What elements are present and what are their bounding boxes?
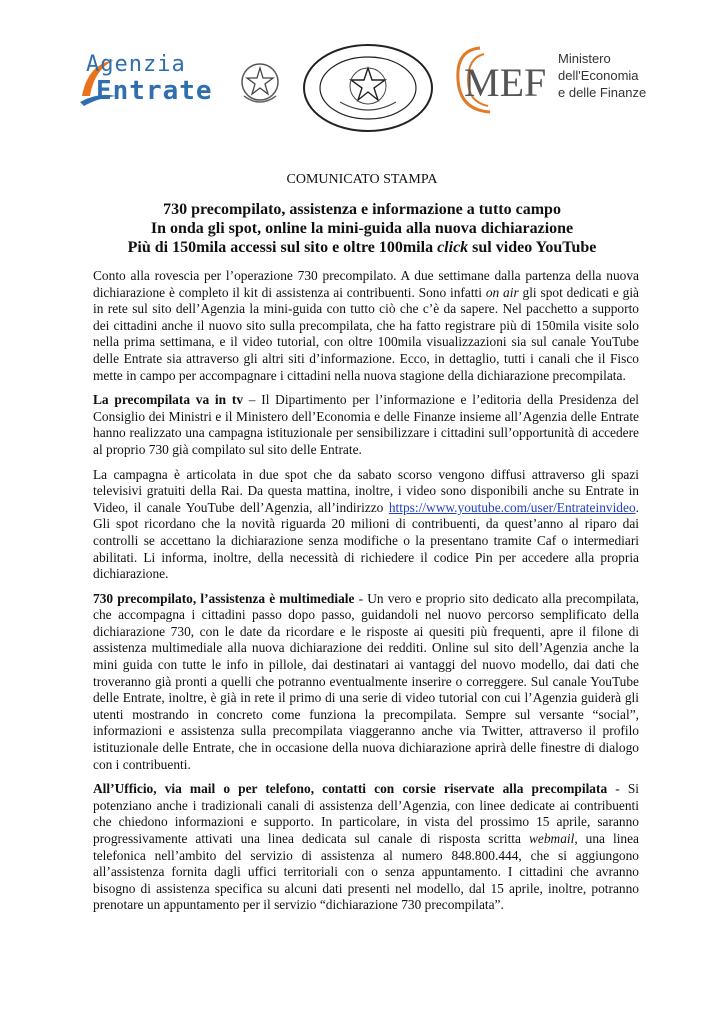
ministry-line: dell'Economia [558, 68, 639, 83]
agenzia-entrate-logo [78, 52, 248, 112]
logo-bar [0, 0, 724, 125]
youtube-link[interactable]: https://www.youtube.com/user/Entrateinvideo [388, 499, 636, 515]
headline-italic: click [437, 239, 469, 256]
text-run: gli spot dedicati e già in rete sul sito dell’Agenzia la mini-guida con tutto ciò che c’è da sapere. Nel pacchetto a supporto dei cittadini anche il nuovo sito sulla precompilata, che ha fatto registrare più di 150mila visite solo nella prima settimana, e il video tutorial, con oltre 100mila visualizzazioni sia sul canale YouTube delle Entrate sia attraverso gli altri siti d’informazione. Ecco, in dettaglio, tutti i canali che il Fisco mette in campo per accompagnare i cittadini nella nuova stagione della dichiarazione precompilata. [93, 284, 639, 383]
text-run: , una linea telefonica nell’ambito del servizio di assistenza al numero 848.800.444, che si aggiungono all’assistenza fornita dagli uffici territoriali con o senza appuntamento. I cittadini che avranno bisogno di assistenza specifica su alcuni dati presenti nel modello, dal 15 aprile, inoltre, potranno prenotare un appuntamento per il servizio “dichiarazione 730 precompilata”. [93, 831, 639, 913]
text-run: - Un vero e proprio sito dedicato alla precompilata, che accompagna i cittadini passo dopo passo, guidandoli nel nuovo percorso semplificato della dichiarazione 730, con le date da ricordare e le risposte ai quesiti più frequenti, apre il filone di assistenza multimediale alla nuova dichiarazione dei redditi. Online sul sito dell’Agenzia anche la mini guida con tutte le info in pillole, dai destinatari ai vantaggi del nuovo modello, dai dati che troveranno già pronti a quelli che potranno eventualmente inserire o correggere. Sul canale YouTube delle Entrate, inoltre, è già in rete il primo di una serie di video tutorial con cui l’Agenzia guiderà gli utenti mostrando in concreto come funziona la precompilata. Sempre sul versante “social”, informazioni e assistenza sulla precompilata viaggeranno anche via Twitter, attraverso il profilo istituzionale delle Entrate, che in occasione della nuova dichiarazione aprirà delle finestre di dialogo con i contribuenti. [93, 590, 640, 772]
mef-logo [450, 40, 650, 120]
paragraph-tv [93, 392, 639, 458]
paragraph-intro [93, 268, 639, 384]
mef-letters: MEF [464, 60, 547, 105]
republic-emblem-icon [238, 58, 282, 108]
agenzia-line2: Entrate [96, 76, 213, 106]
palazzo-chigi-seal-icon [300, 42, 436, 134]
paragraph-contacts [93, 781, 639, 914]
text-run: . Gli spot ricordano che la novità riguarda 20 milioni di contribuenti, da quest’anno al riparo dai controlli se accettano la dichiarazione senza modifiche o la presentano tramite Caf o intermediari abilitati. Li informa, inoltre, della necessità di richiedere il codice Pin per accedere alla propria dichiarazione. [93, 499, 639, 582]
text-italic: webmail [528, 831, 575, 846]
paragraph-lead: La precompilata va in tv [93, 392, 244, 408]
headline-line: In onda gli spot, online la mini-guida alla nuova dichiarazione [150, 220, 574, 237]
text-run: – Il Dipartimento per l’informazione e l’editoria della Presidenza del Consiglio dei Ministri e il Ministero dell’Economia e delle Finanze insieme all’Agenzia delle Entrate hanno realizzato una campagna istituzionale per sensibilizzare i cittadini sull’opportunità di accedere al proprio 730 già compilato sul sito delle Entrate. [93, 392, 639, 457]
paragraph-lead: 730 precompilato, l’assistenza è multimediale [93, 590, 355, 606]
headline-block [0, 200, 724, 257]
paragraph-campaign [93, 467, 639, 583]
ministry-line: Ministero [558, 51, 611, 66]
paragraph-lead: All’Ufficio, via mail o per telefono, contatti con corsie riservate alla precompilata [93, 781, 608, 797]
palazzo-chigi-seal [300, 42, 436, 134]
article-body [93, 268, 639, 922]
paragraph-multimedia [93, 591, 639, 774]
ministry-name [558, 50, 658, 101]
ministry-line: e delle Finanze [558, 85, 647, 100]
headline-line: 730 precompilato, assistenza e informazione a tutto campo [163, 201, 561, 218]
headline-part: Più di 150mila accessi sul sito e oltre 100mila [127, 239, 438, 256]
mef-logo-icon [450, 40, 554, 120]
headline-line [0, 238, 724, 257]
text-run: Conto alla rovescia per l’operazione 730 precompilato. A due settimane dalla partenza della nuova dichiarazione è completo il kit di assistenza ai contribuenti. Sono infatti [93, 268, 639, 300]
press-release-kicker: COMUNICATO STAMPA [286, 172, 438, 187]
agenzia-line1: Agenzia [86, 52, 186, 77]
text-run: - Si potenziano anche i tradizionali canali di assistenza dell’Agenzia, con linee dedicate ai contribuenti che chiedono informazioni e supporto. In particolare, in vista del prossimo 15 aprile, saranno progressivamente attivati una linea dedicata sul canale di risposta scritta [93, 781, 639, 846]
headline-part: sul video YouTube [468, 239, 597, 256]
text-run: La campagna è articolata in due spot che da sabato scorso vengono diffusi attraverso gli spazi televisivi gratuiti della Rai. Da questa mattina, inoltre, i video sono disponibili anche su Entrate in Video, il canale YouTube dell’Agenzia, all’indirizzo [93, 466, 639, 515]
text-italic: on air [485, 284, 519, 300]
